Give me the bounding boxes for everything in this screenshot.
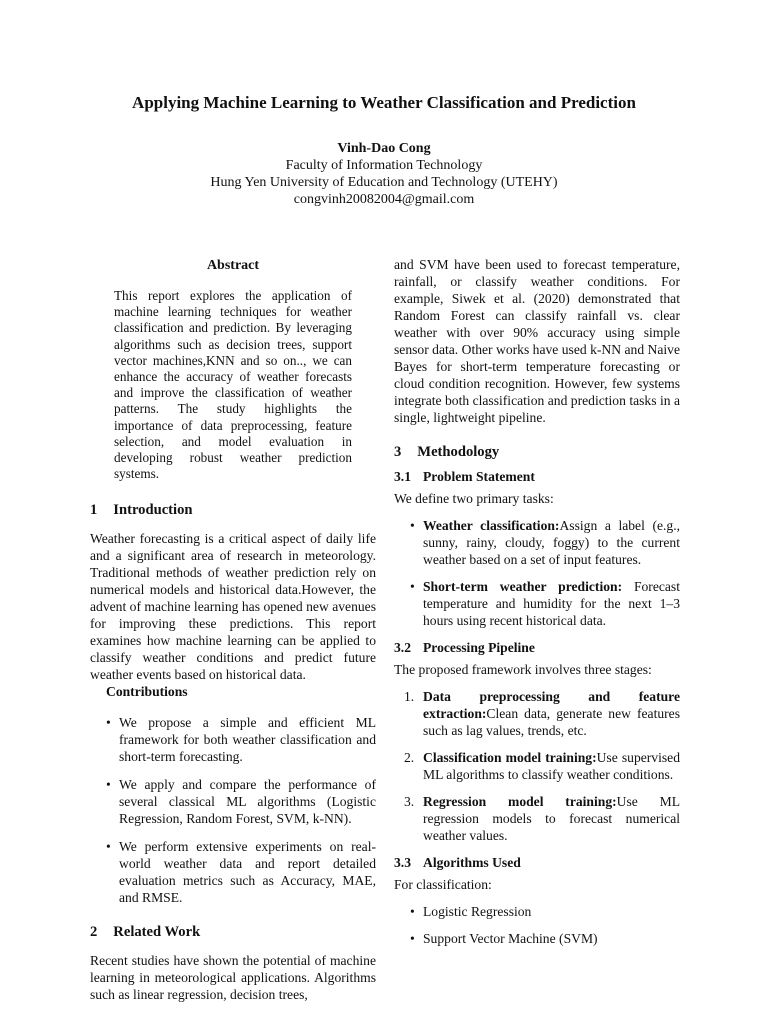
- bullet-marker: •: [106, 715, 111, 731]
- list-item-text: We propose a simple and efficient ML framework for both weather classification and short-term forecasting.: [119, 715, 376, 765]
- list-number: 3.: [404, 794, 415, 809]
- paper-title: Applying Machine Learning to Weather Classification and Prediction: [132, 93, 636, 112]
- subsection-number: 3.3: [394, 855, 411, 870]
- contributions-heading: Contributions: [106, 684, 188, 700]
- subsection-title: Problem Statement: [423, 469, 535, 484]
- list-item: [404, 749, 680, 783]
- problem-intro-text: We define two primary tasks:: [394, 491, 554, 506]
- related-work-text: Recent studies have shown the potential of machine learning in meteorological applications. Algorithms such as linear regression, decision trees,: [90, 953, 376, 1003]
- stage-label: Regression model training:: [423, 794, 617, 809]
- task-label: Weather classification:: [423, 518, 560, 533]
- author-name: Vinh-Dao Cong: [337, 141, 431, 156]
- stage-label: Classification model training:: [423, 750, 597, 765]
- subsection-number: 3.2: [394, 640, 411, 655]
- section-heading-methodology: [394, 442, 680, 462]
- related-work-continued-text: and SVM have been used to forecast temperature, rainfall, or classify weather conditions. For example, Siwek et al. (2020) demonstrated that Random Forest can classify rainfall vs. clear weather with over 90% accuracy using simple sensor data. Other works have used k-NN and Naive Bayes for short-term temperature forecasting or cloud condition recognition. However, few systems integrate both classification and prediction tasks in a single, lightweight pipeline.: [394, 257, 680, 425]
- bullet-marker: •: [106, 777, 111, 793]
- task-description: Assign a label (e.g., sunny, rainy, cloudy, foggy) to the current weather based on a set of input features.: [423, 518, 680, 567]
- left-column: [90, 256, 376, 1003]
- list-item: [410, 903, 680, 920]
- subsection-title: Processing Pipeline: [423, 640, 535, 655]
- list-item: [410, 930, 680, 947]
- list-item: [106, 714, 376, 765]
- bullet-marker: •: [106, 839, 111, 855]
- algorithm-name: Support Vector Machine (SVM): [423, 931, 598, 946]
- stages-list: [394, 688, 680, 844]
- section-title: Methodology: [417, 444, 500, 460]
- bullet-marker: •: [410, 579, 415, 594]
- introduction-text: Weather forecasting is a critical aspect of daily life and a significant area of research in meteorology. Traditional methods of weather prediction rely on numerical models and historical data.However, the advent of machine learning has opened new avenues for improving these predictions. This report examines how machine learning can be applied to classify weather conditions and predict future weather events based on historical data.: [90, 531, 376, 683]
- subsection-heading-algorithms-used: [394, 854, 680, 872]
- author-department: Faculty of Information Technology: [285, 158, 483, 173]
- subsection-heading-problem-statement: [394, 468, 680, 486]
- list-number: 2.: [404, 750, 415, 765]
- list-item: [106, 776, 376, 827]
- list-number: 1.: [404, 689, 415, 704]
- stage-description: Use ML regression models to forecast numerical weather values.: [423, 794, 680, 843]
- pipeline-intro-text: The proposed framework involves three stages:: [394, 662, 652, 677]
- author-email: congvinh20082004@gmail.com: [293, 192, 475, 207]
- bullet-marker: •: [410, 931, 415, 946]
- right-column: [394, 256, 680, 947]
- author-block: [0, 140, 768, 208]
- section-heading-introduction: [90, 500, 376, 520]
- abstract-heading: Abstract: [206, 258, 260, 273]
- algorithms-intro-text: For classification:: [394, 877, 492, 892]
- stage-description: Use supervised ML algorithms to classify weather conditions.: [423, 750, 680, 782]
- tasks-list: [394, 517, 680, 629]
- bullet-marker: •: [410, 904, 415, 919]
- algorithm-name: Logistic Regression: [423, 904, 532, 919]
- stage-description: Clean data, generate new features such as lag values, trends, etc.: [423, 706, 680, 738]
- subsection-title: Algorithms Used: [423, 855, 521, 870]
- abstract-text: This report explores the application of machine learning techniques for weather classification and prediction. By leveraging algorithms such as decision trees, support vector machines,KNN and so on.., we can enhance the accuracy of weather forecasts and improve the classification of weather patterns. The study highlights the importance of data preprocessing, feature selection, and model evaluation in developing robust weather prediction systems.: [114, 288, 352, 482]
- contributions-list: [90, 714, 376, 906]
- task-description: Forecast temperature and humidity for the next 1–3 hours using recent historical data.: [423, 579, 681, 628]
- bullet-marker: •: [410, 518, 415, 533]
- section-number: 1: [90, 502, 98, 519]
- section-heading-related-work: [90, 922, 376, 942]
- list-item: [404, 793, 680, 844]
- algorithms-list: [394, 903, 680, 947]
- list-item: [404, 688, 680, 739]
- subsection-heading-processing-pipeline: [394, 639, 680, 657]
- section-title: Introduction: [113, 502, 193, 519]
- list-item: [410, 517, 680, 568]
- list-item: [410, 578, 680, 629]
- section-number: 2: [90, 924, 98, 941]
- list-item-text: We apply and compare the performance of several classical ML algorithms (Logistic Regression, Random Forest, SVM, k-NN).: [119, 777, 376, 827]
- list-item: [106, 838, 376, 906]
- list-item-text: We perform extensive experiments on real-world weather data and report detailed evaluation metrics such as Accuracy, MAE, and RMSE.: [119, 839, 376, 906]
- section-title: Related Work: [113, 924, 201, 941]
- stage-label: Data preprocessing and feature extraction:: [423, 689, 680, 721]
- task-label: Short-term weather prediction:: [423, 579, 623, 594]
- subsection-number: 3.1: [394, 469, 411, 484]
- section-number: 3: [394, 444, 402, 460]
- author-university: Hung Yen University of Education and Technology (UTEHY): [210, 175, 558, 190]
